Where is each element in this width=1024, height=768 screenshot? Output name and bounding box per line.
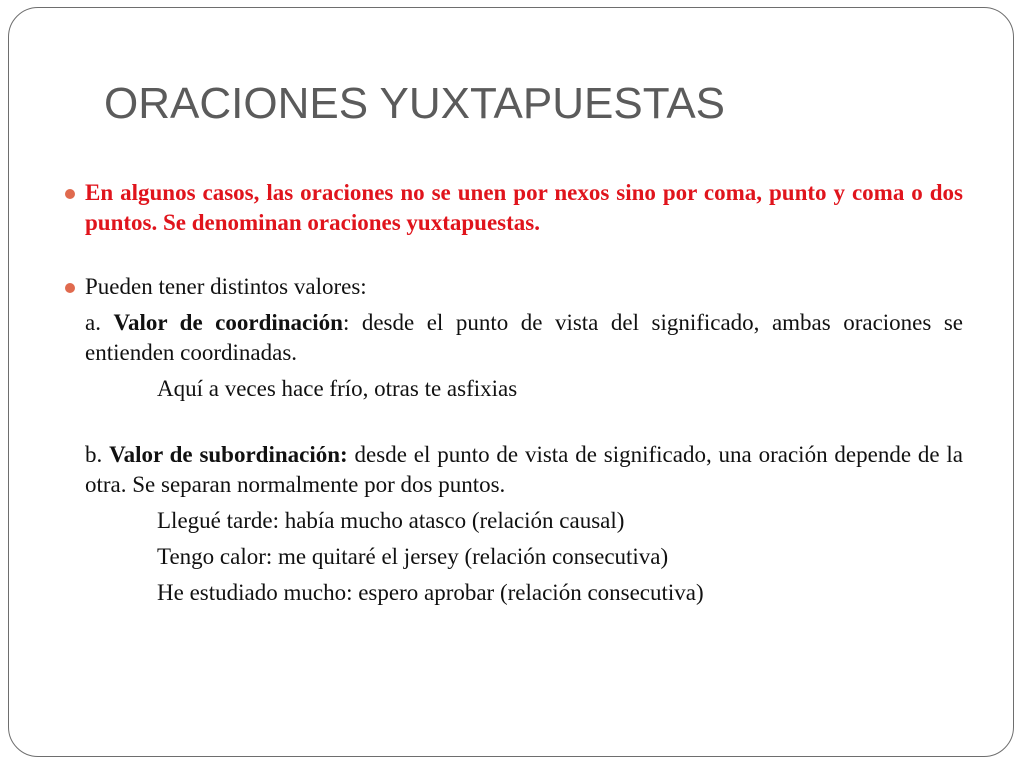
paragraph-a-text: : desde el punto de vista del significado, ambas oraciones se entienden coordinadas. (85, 310, 963, 365)
example-b-2: Tengo calor: me quitaré el jersey (relación consecutiva) (157, 544, 669, 569)
slide-title: ORACIONES YUXTAPUESTAS (104, 79, 726, 128)
paragraph-a-prefix: a. (85, 310, 114, 335)
bullet-text-2: Pueden tener distintos valores: (85, 274, 367, 299)
example-b-1: Llegué tarde: había mucho atasco (relación causal) (157, 508, 625, 533)
paragraph-b-text: desde el punto de vista de significado, una oración depende de la otra. Se separan normalmente por dos puntos. (85, 442, 963, 497)
paragraph-a (85, 308, 963, 368)
bullet-dot-icon (65, 283, 75, 293)
example-a: Aquí a veces hace frío, otras te asfixias (157, 376, 518, 401)
paragraph-b (85, 440, 963, 500)
paragraph-b-prefix: b. (85, 442, 110, 467)
example-b-3: He estudiado mucho: espero aprobar (relación consecutiva) (157, 580, 704, 605)
paragraph-b-term: Valor de subordinación: (109, 442, 348, 467)
paragraph-a-term: Valor de coordinación (113, 310, 343, 335)
bullet-item-1 (85, 178, 963, 238)
bullet-dot-icon (65, 189, 75, 199)
slide-body (85, 178, 963, 608)
bullet-item-2 (85, 272, 963, 302)
bullet-text-1: En algunos casos, las oraciones no se unen por nexos sino por coma, punto y coma o dos puntos. Se denominan oraciones yuxtapuestas. (85, 180, 963, 235)
